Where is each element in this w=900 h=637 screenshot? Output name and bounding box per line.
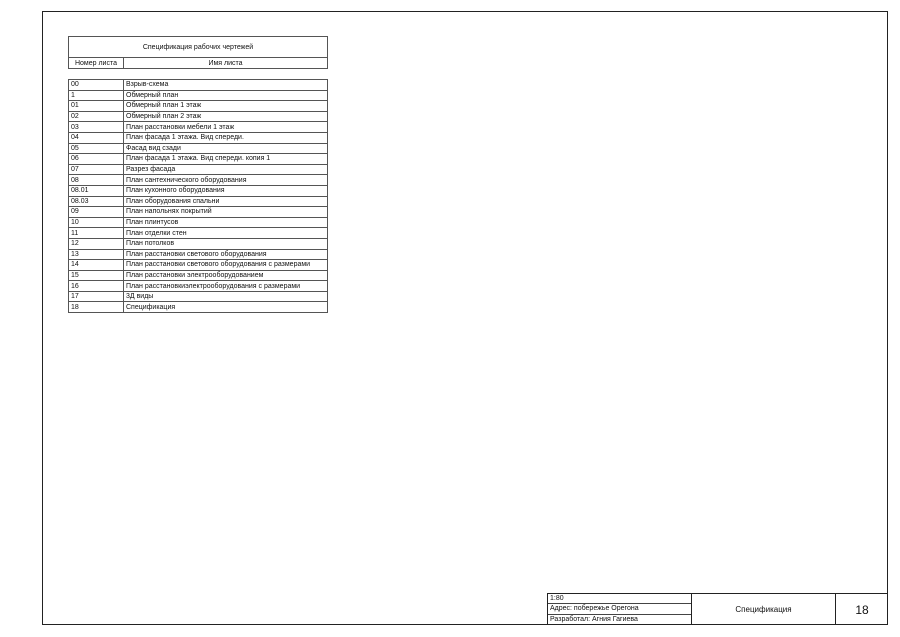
specification-rows — [68, 79, 328, 313]
sheet-number-cell: 00 — [69, 80, 124, 90]
sheet-name-cell: Спецификация — [126, 303, 176, 311]
sheet-name-cell: Обмерный план 2 этаж — [126, 113, 202, 121]
sheet-name-cell: План фасада 1 этажа. Вид спереди. копия 1 — [126, 155, 271, 163]
table-row — [68, 165, 328, 176]
sheet-number-cell: 17 — [69, 292, 124, 302]
sheet-name-cell: План расстановки светового оборудования — [126, 250, 267, 258]
table-row — [68, 133, 328, 144]
sheet-name-cell: План оборудования спальни — [126, 197, 220, 205]
sheet-name-cell: Обмерный план 1 этаж — [126, 102, 202, 110]
sheet-name-cell: План расстановки светового оборудования с размерами — [126, 261, 311, 269]
sheet-name-cell: План потолков — [126, 240, 175, 248]
sheet-number-cell: 13 — [69, 250, 124, 260]
title-block-info — [548, 594, 692, 625]
table-row — [68, 228, 328, 239]
sheet-number-cell: 05 — [69, 144, 124, 154]
sheet-name-cell: План расстановки электрооборудованием — [126, 271, 264, 279]
table-row — [68, 154, 328, 165]
sheet-number-cell: 15 — [69, 271, 124, 281]
title-block — [547, 593, 888, 625]
sheet-name-cell: План отделки стен — [126, 229, 187, 237]
sheet-name-cell: План фасада 1 этажа. Вид спереди. — [126, 134, 244, 142]
sheet-number-cell: 18 — [69, 302, 124, 312]
table-row — [68, 144, 328, 155]
table-row — [68, 207, 328, 218]
sheet-number-cell: 08.03 — [69, 197, 124, 207]
sheet-number-cell: 08 — [69, 175, 124, 185]
table-row — [68, 80, 328, 91]
sheet-number-cell: 16 — [69, 281, 124, 291]
table-row — [68, 281, 328, 292]
table-row — [68, 271, 328, 282]
author-label: Разработал: Агния Гагиева — [550, 616, 638, 624]
sheet-number-cell: 09 — [69, 207, 124, 217]
column-header-sheet-name: Имя листа — [208, 59, 243, 67]
sheet-name-cell: План кухонного оборудования — [126, 187, 225, 195]
sheet-name-cell: План напольнях покрытий — [126, 208, 212, 216]
sheet-number-cell: 04 — [69, 133, 124, 143]
specification-table — [68, 36, 328, 313]
sheet-name: Спецификация — [692, 594, 836, 625]
sheet-number-cell: 01 — [69, 101, 124, 111]
specification-header-row — [68, 58, 328, 69]
sheet-name-cell: План плинтусов — [126, 219, 179, 227]
sheet-name-cell: План расстановкиэлектрооборудования с размерами — [126, 282, 301, 290]
sheet-number-cell: 03 — [69, 122, 124, 132]
column-header-sheet-number: Номер листа — [69, 58, 124, 68]
table-row — [68, 186, 328, 197]
table-row — [68, 302, 328, 313]
sheet-name-cell: План сантехнического оборудования — [126, 176, 247, 184]
table-row — [68, 260, 328, 271]
sheet-name-cell: Разрез фасада — [126, 166, 176, 174]
sheet-number-cell: 07 — [69, 165, 124, 175]
sheet-name-cell: Обмерный план — [126, 91, 179, 99]
sheet-name-cell: Фасад вид сзади — [126, 144, 181, 152]
table-row — [68, 197, 328, 208]
table-row — [68, 218, 328, 229]
sheet-number-cell: 11 — [69, 228, 124, 238]
sheet-name-cell: План расстановки мебели 1 этаж — [126, 123, 235, 131]
sheet-number-cell: 08.01 — [69, 186, 124, 196]
sheet-number-cell: 10 — [69, 218, 124, 228]
specification-title: Спецификация рабочих чертежей — [68, 36, 328, 58]
scale-label: 1:80 — [548, 594, 691, 604]
sheet-number-cell: 1 — [69, 91, 124, 101]
table-row — [68, 292, 328, 303]
table-row — [68, 239, 328, 250]
sheet-number: 18 — [855, 602, 869, 617]
sheet-name-cell: Взрыв-схема — [126, 81, 169, 89]
sheet-number-cell: 12 — [69, 239, 124, 249]
sheet-number-cell: 14 — [69, 260, 124, 270]
table-row — [68, 250, 328, 261]
table-row — [68, 175, 328, 186]
table-row — [68, 112, 328, 123]
sheet-number-cell: 02 — [69, 112, 124, 122]
table-row — [68, 101, 328, 112]
table-row — [68, 122, 328, 133]
sheet-number-cell: 06 — [69, 154, 124, 164]
table-row — [68, 91, 328, 102]
address-label: Адрес: побережье Орегона — [548, 604, 691, 614]
sheet-name-cell: 3Д виды — [126, 293, 154, 301]
